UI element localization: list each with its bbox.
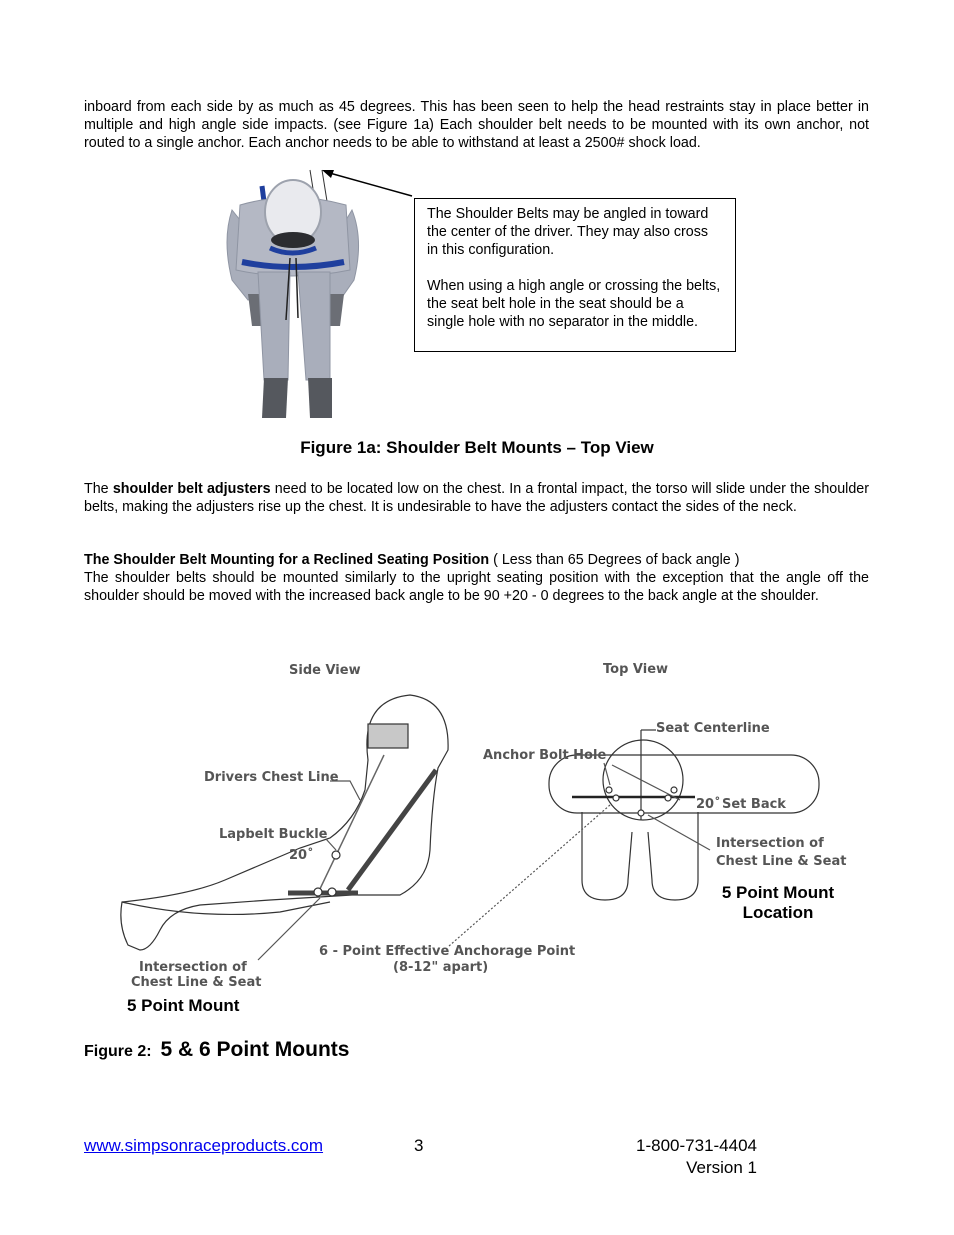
- adjusters-rest: need to be located low on the chest. In a frontal impact, the torso will slide under the shoulder belts, making the adjusters rise up the chest. It is undesirable to have the adjusters contact the sides of the neck.: [84, 481, 870, 515]
- anchor-bolt-hole-label: Anchor Bolt Hole: [483, 748, 607, 763]
- reclined-heading-note: ( Less than 65 Degrees of back angle ): [489, 552, 740, 568]
- seat-centerline-label: Seat Centerline: [656, 721, 770, 736]
- adjusters-bold: shoulder belt adjusters: [112, 481, 271, 497]
- figure-2-caption: [84, 1038, 349, 1062]
- side-intersection-label-1: Intersection of: [139, 960, 247, 975]
- five-point-location-label: [708, 883, 848, 923]
- anchorage-label-2: (8-12" apart): [393, 960, 489, 975]
- five-point-mount-label: 5 Point Mount: [127, 996, 240, 1015]
- figure-2-caption-title: 5 & 6 Point Mounts: [160, 1038, 350, 1061]
- lapbelt-buckle-label: Lapbelt Buckle: [219, 827, 328, 842]
- callout-text-1: The Shoulder Belts may be angled in toward the center of the driver. They may also cross in this configuration.: [427, 206, 709, 258]
- reclined-heading: The Shoulder Belt Mounting for a Reclined Seating Position: [84, 552, 490, 568]
- page-number: 3: [414, 1136, 424, 1155]
- reclined-body: The shoulder belts should be mounted similarly to the upright seating position with the exception that the angle off the shoulder should be moved with the increased back angle to be 90 +20 - 0 degrees to the back angle at the shoulder.: [84, 570, 869, 604]
- top-view-title: Top View: [603, 662, 669, 677]
- side-angle-label: 20˚: [289, 848, 314, 863]
- adjusters-prefix: The: [84, 481, 113, 497]
- top-angle-label: 20˚: [696, 797, 721, 812]
- five-point-location-line-2: Location: [742, 903, 814, 922]
- drivers-chest-line-label: Drivers Chest Line: [204, 770, 339, 785]
- side-view-title: Side View: [289, 663, 361, 678]
- top-intersection-label-1: Intersection of: [716, 836, 824, 851]
- figure-1a-caption: Figure 1a: Shoulder Belt Mounts – Top View: [300, 438, 654, 457]
- set-back-label: Set Back: [722, 797, 786, 812]
- footer-phone: 1-800-731-4404: [636, 1136, 757, 1155]
- intro-paragraph: inboard from each side by as much as 45 degrees. This has been seen to help the head restraints stay in place better in multiple and high angle side impacts. (see Figure 1a) Each shoulder belt needs to be mounted with its own anchor, not routed to a single anchor. Each anchor needs to be able to withstand at least a 2500# shock load.: [84, 99, 869, 151]
- website-link[interactable]: www.simpsonraceproducts.com: [84, 1136, 324, 1155]
- top-intersection-label-2: Chest Line & Seat: [716, 854, 847, 869]
- footer-version: Version 1: [686, 1158, 757, 1177]
- callout-text-2: When using a high angle or crossing the belts, the seat belt hole in the seat should be a single hole with no separator in the middle.: [427, 278, 721, 330]
- figure-2-caption-prefix: Figure 2:: [84, 1043, 152, 1060]
- five-point-location-line-1: 5 Point Mount: [721, 883, 835, 902]
- side-intersection-label-2: Chest Line & Seat: [131, 975, 262, 990]
- anchorage-label-1: 6 - Point Effective Anchorage Point: [319, 944, 576, 959]
